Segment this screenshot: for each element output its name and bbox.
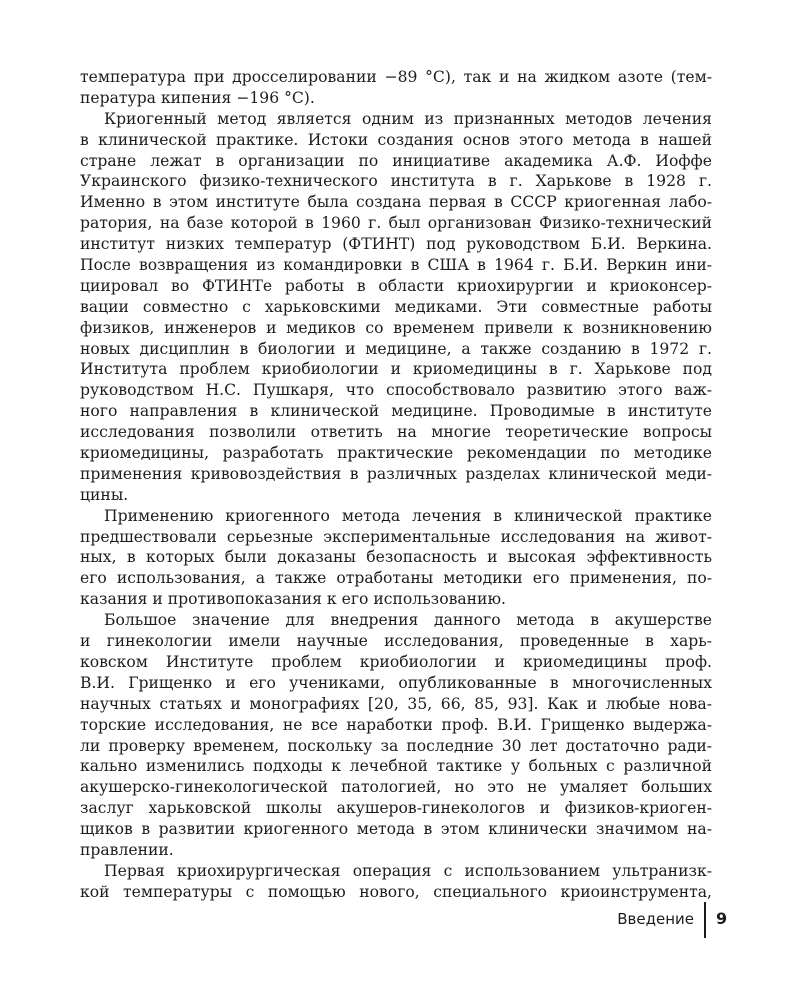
text-line: новых дисциплин в биологии и медицине, а также созданию в 1972 г.: [80, 339, 712, 358]
text-line: руководством Н.С. Пушкаря, что способствовало развитию этого важ-: [80, 381, 712, 400]
text-line: ных, в которых были доказаны безопасность и высокая эффективность: [80, 548, 712, 567]
running-footer-section-title: Введение: [617, 910, 694, 928]
text-line: вации совместно с харьковскими медиками. Эти совместные работы: [80, 297, 712, 316]
text-line: его использования, а также отработаны методики его применения, по-: [80, 569, 712, 588]
footer-divider: [704, 902, 706, 938]
text-line: ратория, на базе которой в 1960 г. был организован Физико-технический: [80, 214, 712, 233]
text-line: температура при дросселировании −89 °С), так и на жидком азоте (тем-: [80, 68, 712, 86]
text-line: цины.: [80, 485, 129, 504]
body-text: [80, 67, 712, 903]
text-line: акушерско-гинекологической патологией, но это не умаляет больших: [80, 778, 712, 797]
text-line: кой температуры с помощью нового, специального криоинструмента,: [80, 882, 712, 901]
text-line: заслуг харьковской школы акушеров-гинекологов и физиков-криоген-: [80, 799, 712, 818]
text-line: институт низких температур (ФТИНТ) под руководством Б.И. Веркина.: [80, 235, 712, 254]
text-line: в клинической практике. Истоки создания основ этого метода в нашей: [80, 130, 712, 149]
text-line: ковском Институте проблем криобиологии и криомедицины проф.: [80, 652, 712, 671]
text-line: правлении.: [80, 840, 174, 859]
paragraph-first-line: Применению криогенного метода лечения в клинической практике: [104, 506, 712, 525]
text-line: торские исследования, не все наработки проф. В.И. Грищенко выдержа-: [80, 715, 712, 734]
text-line: казания и противопоказания к его использованию.: [80, 590, 506, 609]
text-line: циировал во ФТИНТе работы в области криохирургии и криоконсер-: [80, 276, 712, 295]
text-line: научных статьях и монографиях [20, 35, 66, 85, 93]. Как и любые нова-: [80, 694, 712, 713]
page-number: 9: [716, 909, 728, 928]
paragraph-first-line: Первая криохирургическая операция с использованием ультранизк-: [104, 861, 712, 880]
text-line: применения кривовоздействия в различных разделах клинической меди-: [80, 464, 712, 483]
text-line: исследования позволили ответить на многие теоретические вопросы: [80, 423, 712, 442]
text-line: В.И. Грищенко и его учениками, опубликованные в многочисленных: [80, 673, 712, 692]
text-line: кально изменились подходы к лечебной тактике у больных с различной: [80, 757, 712, 776]
text-line: криомедицины, разработать практические рекомендации по методике: [80, 444, 712, 463]
paragraph-first-line: Криогенный метод является одним из признанных методов лечения: [104, 109, 712, 128]
text-line: ли проверку временем, поскольку за последние 30 лет достаточно ради-: [80, 736, 712, 755]
text-line: После возвращения из командировки в США в 1964 г. Б.И. Веркин ини-: [80, 256, 712, 275]
text-line: предшествовали серьезные экспериментальные исследования на живот-: [80, 527, 712, 546]
text-line: физиков, инженеров и медиков со временем привели к возникновению: [80, 318, 712, 337]
text-line: Именно в этом институте была создана первая в СССР криогенная лабо-: [80, 193, 712, 212]
text-line: пература кипения −196 °С).: [80, 88, 315, 107]
text-line: и гинекологии имели научные исследования, проведенные в харь-: [80, 632, 712, 651]
paragraph-first-line: Большое значение для внедрения данного метода в акушерстве: [104, 611, 712, 630]
text-line: Института проблем криобиологии и криомедицины в г. Харькове под: [80, 360, 712, 379]
page-footer: [560, 902, 730, 940]
text-line: щиков в развитии криогенного метода в этом клинически значимом на-: [80, 820, 712, 839]
text-line: стране лежат в организации по инициативе академика А.Ф. Иоффе: [80, 151, 712, 170]
text-line: Украинского физико-технического института в г. Харькове в 1928 г.: [80, 172, 712, 191]
text-line: ного направления в клинической медицине. Проводимые в институте: [80, 402, 712, 421]
